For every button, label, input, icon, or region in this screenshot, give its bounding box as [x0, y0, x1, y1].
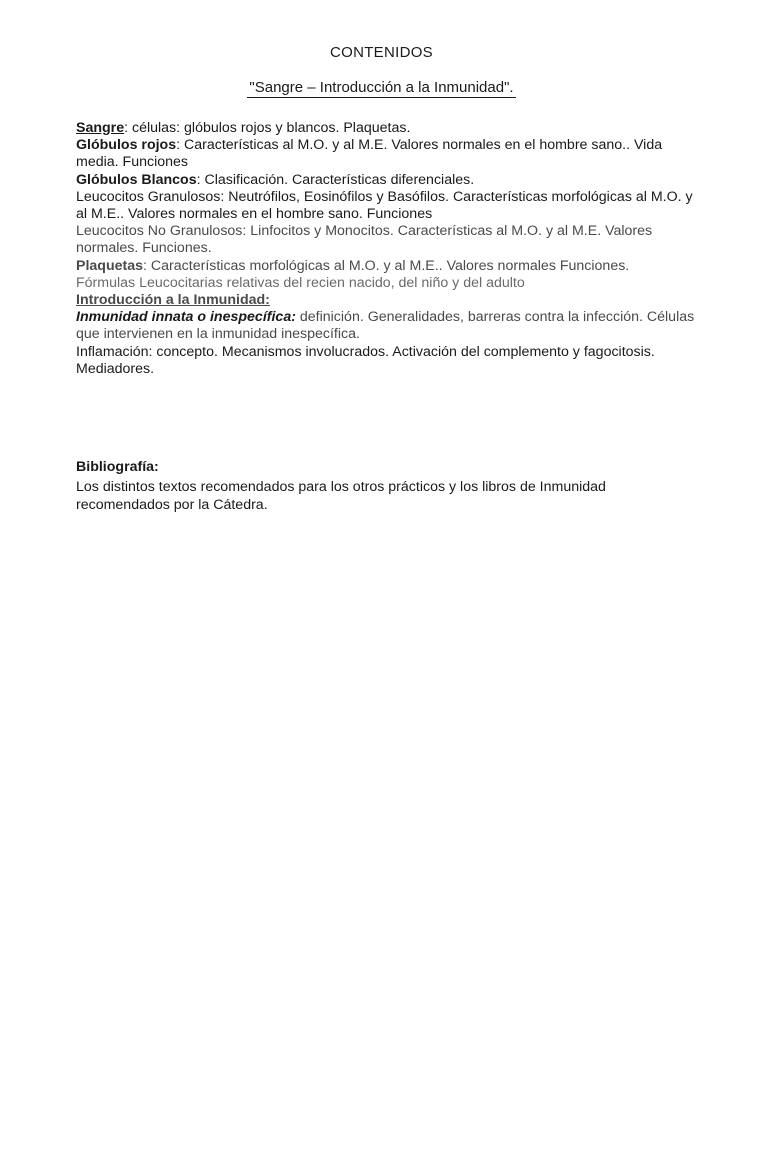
paragraph-sangre	[76, 120, 696, 137]
paragraph-formulas: Fórmulas Leucocitarias relativas del recien nacido, del niño y del adulto	[76, 274, 525, 291]
innata-text: definición. Generalidades, barreras contra la infección. Células que intervienen en la inmunidad inespecífica.	[76, 309, 695, 343]
plaquetas-label: Plaquetas	[76, 257, 144, 274]
paragraph-no-granulosos: Leucocitos No Granulosos: Linfocitos y Monocitos. Características al M.O. y al M.E. Valores normales. Funciones.	[76, 223, 653, 257]
sangre-text: : células: glóbulos rojos y blancos. Plaquetas.	[124, 120, 411, 136]
paragraph-globulos-rojos	[76, 137, 696, 171]
bibliography-section	[76, 458, 696, 514]
paragraph-plaquetas	[76, 258, 696, 275]
paragraph-innata	[76, 309, 696, 343]
inmunidad-label: Introducción a la Inmunidad:	[76, 292, 270, 309]
contents-body	[76, 120, 696, 378]
bibliography-text: Los distintos textos recomendados para los otros prácticos y los libros de Inmunidad recomendados por la Cátedra.	[76, 479, 606, 513]
innata-label: Inmunidad innata o inespecífica:	[76, 309, 296, 326]
paragraph-inflamacion: Inflamación: concepto. Mecanismos involucrados. Activación del complemento y fagocitosis. Mediadores.	[76, 343, 655, 377]
plaquetas-text: : Características morfológicas al M.O. y al M.E.. Valores normales Funciones.	[143, 257, 630, 274]
blancos-label: Glóbulos Blancos	[76, 171, 197, 188]
blancos-text: : Clasificación. Características diferenciales.	[196, 171, 475, 188]
sangre-label: Sangre	[76, 120, 125, 136]
subtitle-text: "Sangre – Introducción a la Inmunidad".	[249, 79, 514, 96]
rojos-label: Glóbulos rojos	[76, 137, 177, 154]
bibliography-title: Bibliografía:	[76, 459, 159, 475]
paragraph-granulosos: Leucocitos Granulosos: Neutrófilos, Eosinófilos y Basófilos. Características morfológicas al M.O. y al M.E.. Valores normales en el hombre sano. Funciones	[76, 188, 693, 223]
rojos-text: : Características al M.O. y al M.E. Valores normales en el hombre sano.. Vida media. Funciones	[76, 137, 663, 171]
document-subtitle	[0, 79, 763, 96]
paragraph-globulos-blancos	[76, 172, 696, 189]
paragraph-inmunidad-heading	[76, 292, 696, 309]
page-heading: CONTENIDOS	[329, 44, 433, 61]
